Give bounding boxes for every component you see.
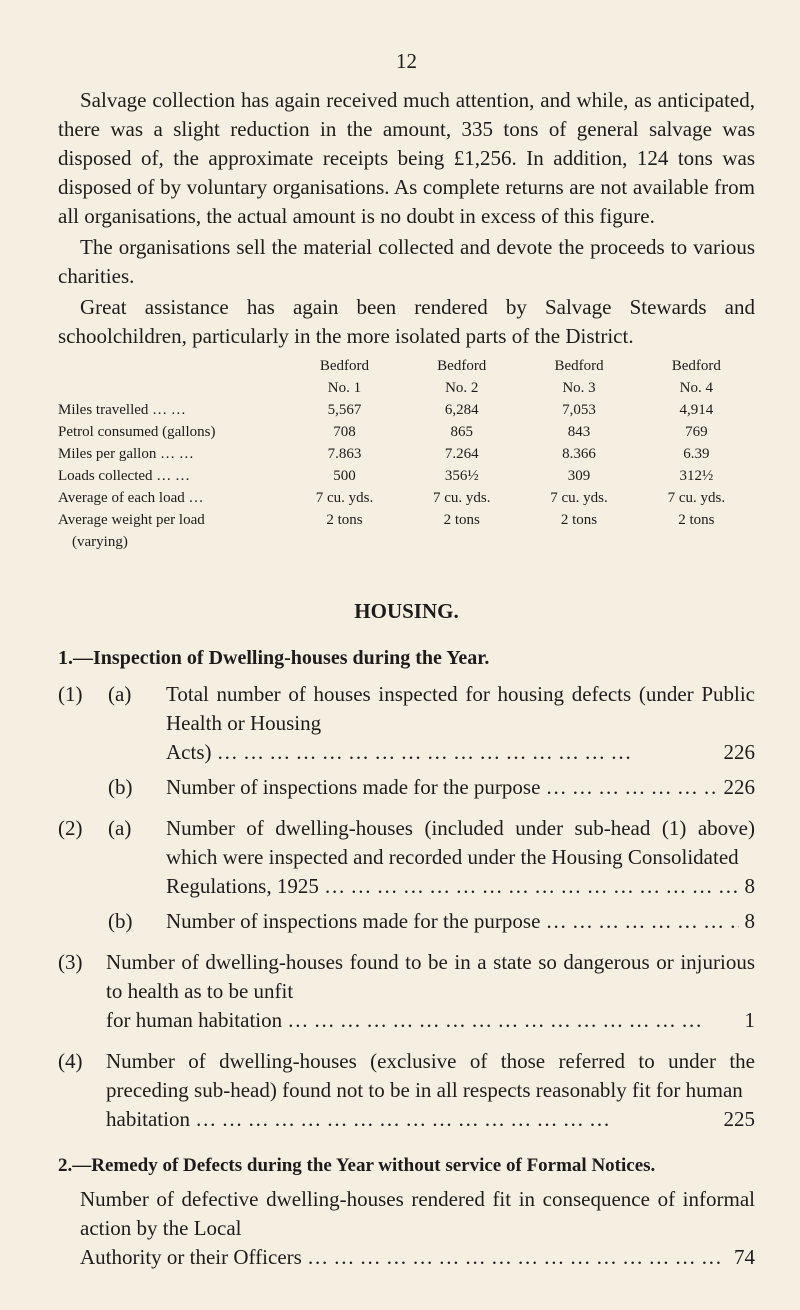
col-header: No. 3 [562,380,596,396]
cell-value [286,531,403,553]
item-label: Number of inspections made for the purpose … … … … … … … … … … … … … … … … [166,773,718,802]
paragraph: The organisations sell the material collected and devote the proceeds to various charities. [58,235,755,288]
housing-title: HOUSING. [354,599,459,623]
item-text: Number of dwelling-houses (included under sub-head (1) above) which were inspected and recorded under the Housing Consolidated [166,816,755,869]
cell-value [403,531,520,553]
col-header: No. 1 [327,380,362,396]
item-value: 226 [723,740,755,764]
col-header: Bedford [554,358,604,374]
cell-value: 8.366 [562,446,596,462]
item-value: 225 [723,1107,755,1131]
cell-value [520,531,637,553]
item-label: Acts) … … … … … … … … … … … … … … … … [166,738,718,767]
item-subletter: (a) [108,682,132,706]
row-label: Average of each load … [58,490,204,506]
item-value: 226 [723,775,755,799]
item-value: 8 [744,909,755,933]
section-1-title: 1.—Inspection of Dwelling-houses during the Year. [58,647,490,669]
cell-value: 2 tons [443,512,480,528]
table-row [58,443,755,465]
section-2-text: Number of defective dwelling-houses rendered fit in consequence of informal action by the Local [80,1187,755,1240]
col-header: Bedford [319,358,370,374]
col-header: Bedford [671,358,721,374]
cell-value: 309 [567,468,591,484]
row-label: Petrol consumed (gallons) [58,424,216,440]
cell-value: 7 cu. yds. [550,490,608,506]
table-row [58,509,755,531]
page-number: 12 [396,49,417,73]
paragraph: Great assistance has again been rendered by Salvage Stewards and schoolchildren, particularly in the more isolated parts of the District. [58,295,755,348]
cell-value: 769 [685,424,708,440]
row-label: Miles travelled … … [58,402,186,418]
row-label: (varying) [72,534,128,550]
table-row [58,531,755,553]
item-text: Total number of houses inspected for housing defects (under Public Health or Housing [166,682,755,735]
housing-item [58,680,755,767]
cell-value: 7 cu. yds. [432,490,491,506]
cell-value: 500 [333,468,356,484]
paragraph: Salvage collection has again received much attention, and while, as anticipated, there was a slight reduction in the amount, 335 tons of general salvage was disposed of, the approximate receipts being £1,256. In addition, 124 tons was disposed of by voluntary organisations. As complete returns are not available from all organisations, the actual amount is no doubt in excess of this figure. [58,88,755,228]
item-number: (3) [58,950,83,974]
cell-value: 2 tons [326,512,363,528]
table-row [58,487,755,509]
col-header: No. 4 [679,380,713,396]
row-label: Average weight per load [58,512,205,528]
item-number: (1) [58,682,83,706]
cell-value: 6,284 [444,402,479,418]
table-row [58,465,755,487]
cell-value: 2 tons [678,512,715,528]
housing-item [58,1047,755,1134]
row-label: Miles per gallon … … [58,446,194,462]
cell-value: 7.264 [444,446,479,462]
cell-value: 2 tons [560,512,598,528]
table-row [58,421,755,443]
housing-item [58,814,755,901]
salvage-vehicle-table [58,355,755,553]
section-2-body [80,1185,755,1272]
cell-value: 7 cu. yds. [315,490,374,506]
section-2-title: 2.—Remedy of Defects during the Year without service of Formal Notices. [58,1155,656,1176]
cell-value: 356½ [444,468,479,484]
housing-item [58,773,755,802]
cell-value [638,531,755,553]
item-number: (2) [58,816,83,840]
item-text: Number of dwelling-houses (exclusive of those referred to under the preceding sub-head) found not to be in all respects reasonably fit for human [106,1049,755,1102]
item-value: 8 [744,874,755,898]
item-value: 1 [744,1008,755,1032]
item-text: Number of dwelling-houses found to be in a state so dangerous or injurious to health as to be unfit [106,950,755,1003]
section-2-value: 74 [734,1245,755,1269]
table-row [58,399,755,421]
cell-value: 865 [450,424,473,440]
cell-value: 7 cu. yds. [667,490,726,506]
cell-value: 6.39 [683,446,710,462]
cell-value: 7.863 [327,446,362,462]
item-label: Regulations, 1925 … … … … … … … … … … … … … … … … [166,872,739,901]
section-2-label: Authority or their Officers … … … … … … … … … … … … … … … … [80,1243,728,1272]
row-label: Loads collected … … [58,468,191,484]
cell-value: 843 [567,424,591,440]
cell-value: 7,053 [562,402,596,418]
housing-item [58,907,755,936]
item-subletter: (a) [108,816,132,840]
col-header: Bedford [437,358,487,374]
housing-items [58,680,755,1134]
cell-value: 4,914 [679,402,714,418]
housing-item [58,948,755,1035]
cell-value: 708 [333,424,356,440]
item-subletter: (b) [108,909,133,933]
col-header: No. 2 [445,380,479,396]
item-label: for human habitation … … … … … … … … … … … … … … … … [106,1006,739,1035]
cell-value: 312½ [679,468,714,484]
item-label: habitation … … … … … … … … … … … … … … … … [106,1105,718,1134]
item-subletter: (b) [108,775,133,799]
cell-value: 5,567 [327,402,362,418]
item-label: Number of inspections made for the purpose … … … … … … … … … … … … … … … … [166,907,739,936]
item-number: (4) [58,1049,83,1073]
